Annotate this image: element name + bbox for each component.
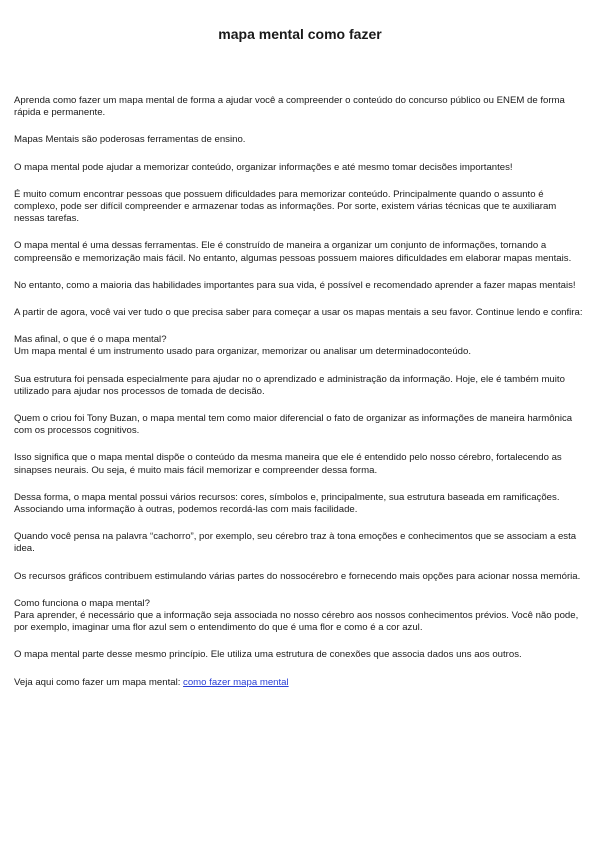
paragraph: Mapas Mentais são poderosas ferramentas de ensino.	[14, 134, 246, 146]
final-line-prefix: Veja aqui como fazer um mapa mental:	[14, 676, 184, 688]
section-heading: Mas afinal, o que é o mapa mental?	[14, 334, 167, 346]
paragraph: A partir de agora, você vai ver tudo o que precisa saber para começar a usar os mapas mentais a seu favor. Continue lendo e confira:	[14, 307, 583, 319]
paragraph: Quem o criou foi Tony Buzan, o mapa mental tem como maior diferencial o fato de organizar as informações de maneira harmônica com os processos cognitivos.	[14, 413, 573, 437]
paragraph: O mapa mental é uma dessas ferramentas. Ele é construído de maneira a organizar um conjunto de informações, tornando a compreensão e memorização mais fácil. No entanto, algumas pessoas possuem maiores dificuldades em elaborar mapas mentais.	[14, 240, 572, 264]
document-body	[14, 95, 586, 704]
paragraph: Os recursos gráficos contribuem estimulando várias partes do nossocérebro e fornecendo mais opções para acionar nossa memória.	[14, 570, 581, 582]
document-title: mapa mental como fazer	[218, 26, 382, 42]
paragraph: Isso significa que o mapa mental dispõe o conteúdo da mesma maneira que ele é entendido pelo nosso cérebro, fortalecendo as sinapses neurais. Ou seja, é muito mais fácil memorizar e compreender dessa forma.	[14, 452, 562, 476]
how-to-make-mind-map-link[interactable]: como fazer mapa mental	[183, 676, 289, 688]
section-what-is	[14, 334, 586, 358]
section-text: Um mapa mental é um instrumento usado para organizar, memorizar ou analisar um determinadoconteúdo.	[14, 346, 472, 358]
section-how-it-works	[14, 598, 586, 635]
paragraph: Sua estrutura foi pensada especialmente para ajudar no o aprendizado e administração da informação. Hoje, ele é também muito utilizado para ajudar nos processos de tomada de decisão.	[14, 373, 565, 397]
paragraph: Dessa forma, o mapa mental possui vários recursos: cores, símbolos e, principalmente, sua estrutura baseada em ramificações. Associando uma informação à outras, podemos recordá-las com mais facilidade.	[14, 491, 560, 516]
section-text: Para aprender, é necessário que a informação seja associada no nosso cérebro aos nossos conhecimentos prévios. Você não pode, por exemplo, imaginar uma flor azul sem o entendimento do que é uma flor e como é a cor azul.	[14, 610, 579, 634]
paragraph: O mapa mental pode ajudar a memorizar conteúdo, organizar informações e até mesmo tomar decisões importantes!	[14, 161, 513, 173]
paragraph: No entanto, como a maioria das habilidades importantes para sua vida, é possível e recomendado aprender a fazer mapas mentais!	[14, 279, 576, 291]
paragraph: Quando você pensa na palavra “cachorro”, por exemplo, seu cérebro traz à tona emoções e conhecimentos que se associam a esta idea.	[14, 531, 577, 555]
section-heading: Como funciona o mapa mental?	[14, 597, 150, 609]
paragraph-intro: Aprenda como fazer um mapa mental de forma a ajudar você a compreender o conteúdo do concurso público ou ENEM de forma rápida e permanente.	[14, 95, 565, 119]
paragraph: É muito comum encontrar pessoas que possuem dificuldades para memorizar conteúdo. Principalmente quando o assunto é complexo, pode ser difícil compreender e armazenar todas as informações. Por sorte, existem várias técnicas que te auxiliaram nessas tarefas.	[14, 188, 557, 225]
final-line	[14, 677, 586, 689]
paragraph-closing: O mapa mental parte desse mesmo princípio. Ele utiliza uma estrutura de conexões que associa dados uns aos outros.	[14, 649, 522, 661]
